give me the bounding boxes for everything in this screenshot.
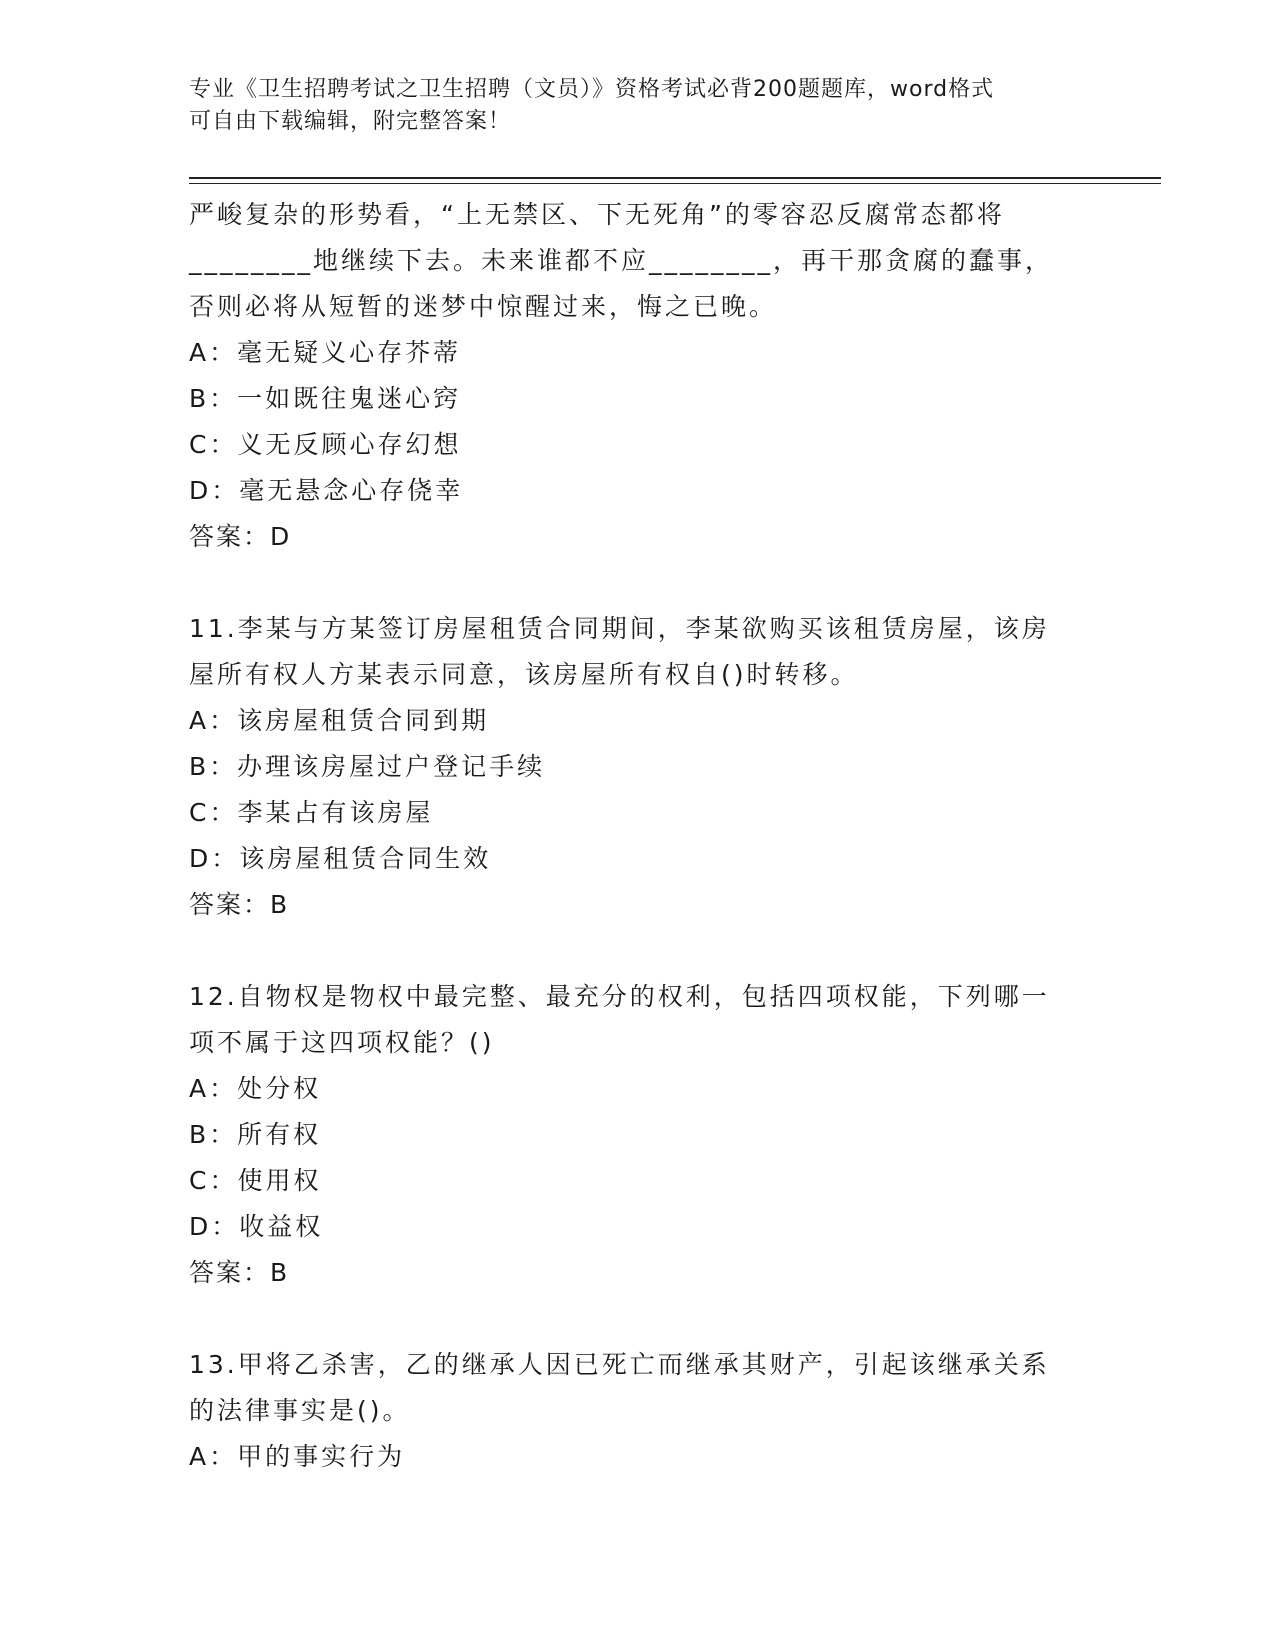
option-a: A：该房屋租赁合同到期: [189, 706, 490, 735]
option-c: C：使用权: [189, 1166, 322, 1195]
option-d: D：毫无悬念心存侥幸: [189, 476, 464, 505]
option-c: C：李某占有该房屋: [189, 798, 434, 827]
option-d: D：收益权: [189, 1212, 324, 1241]
question-stem-line: 否则必将从短暂的迷梦中惊醒过来，悔之已晚。: [189, 292, 778, 321]
question-stem-line: 13.甲将乙杀害，乙的继承人因已死亡而继承其财产，引起该继承关系: [189, 1350, 1050, 1379]
question-stem-line: 屋所有权人方某表示同意，该房屋所有权自()时转移。: [189, 660, 859, 689]
header-line-1: 专业《卫生招聘考试之卫生招聘（文员）》资格考试必背200题题库，word格式: [189, 77, 995, 102]
question-stem-line: 11.李某与方某签订房屋租赁合同期间，李某欲购买该租赁房屋，该房: [189, 614, 1050, 643]
option-d: D：该房屋租赁合同生效: [189, 844, 492, 873]
question-stem-line: 12.自物权是物权中最完整、最充分的权利，包括四项权能，下列哪一: [189, 982, 1050, 1011]
document-header: [189, 74, 1069, 138]
question-13: [189, 1342, 1089, 1480]
answer-line: 答案：D: [189, 522, 292, 551]
option-c: C：义无反顾心存幻想: [189, 430, 462, 459]
option-b: B：办理该房屋过户登记手续: [189, 752, 546, 781]
option-a: A：甲的事实行为: [189, 1442, 406, 1471]
answer-line: 答案：B: [189, 890, 290, 919]
option-b: B：一如既往鬼迷心窍: [189, 384, 462, 413]
option-a: A：处分权: [189, 1074, 322, 1103]
option-b: B：所有权: [189, 1120, 322, 1149]
question-stem-line: 项不属于这四项权能？(): [189, 1028, 495, 1057]
question-list: [189, 192, 1089, 1480]
question-stem-line: 的法律事实是()。: [189, 1396, 411, 1425]
option-a: A：毫无疑义心存芥蒂: [189, 338, 462, 367]
question-12: [189, 974, 1089, 1296]
header-divider-thick: [189, 177, 1161, 179]
question-11: [189, 606, 1089, 928]
header-divider-thin: [189, 183, 1161, 184]
header-line-2: 可自由下载编辑，附完整答案！: [189, 109, 512, 134]
answer-line: 答案：B: [189, 1258, 290, 1287]
question-stem-line: ________地继续下去。未来谁都不应________，再干那贪腐的蠢事，: [189, 246, 1054, 275]
question-stem-line: 严峻复杂的形势看，“上无禁区、下无死角”的零容忍反腐常态都将: [189, 200, 1005, 229]
question-continued: [189, 192, 1089, 560]
